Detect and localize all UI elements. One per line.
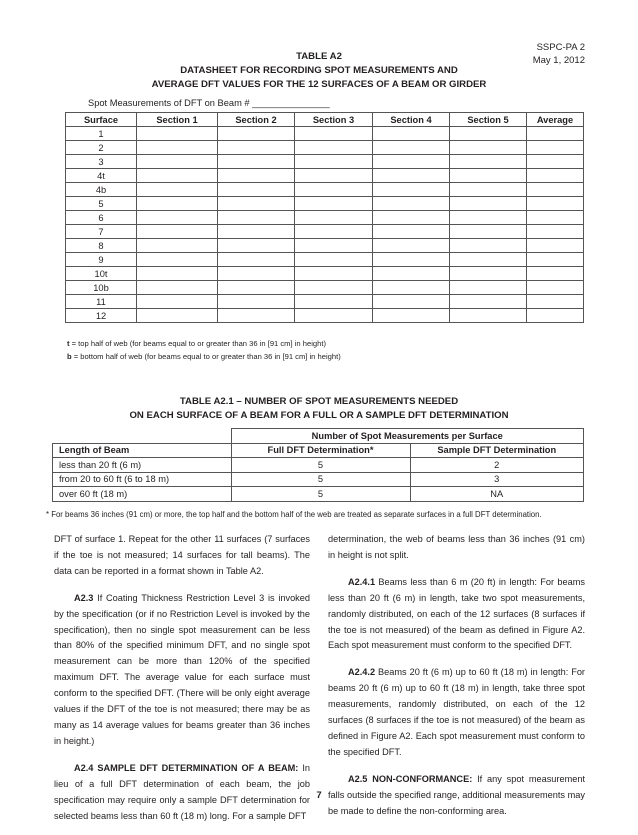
beam-length-cell: over 60 ft (18 m) — [53, 487, 232, 502]
beam-length-cell: from 20 to 60 ft (6 to 18 m) — [53, 472, 232, 487]
table-a21-title-line2: ON EACH SURFACE OF A BEAM FOR A FULL OR A SAMPLE DFT DETERMINATION — [129, 410, 509, 421]
surface-label: 7 — [66, 225, 137, 239]
measurement-cell — [218, 253, 295, 267]
measurement-cell — [450, 197, 527, 211]
measurement-cell — [373, 127, 450, 141]
a21-empty-cell — [53, 429, 232, 444]
sample-count-cell: NA — [410, 487, 584, 502]
heading-a2-4-1: A2.4.1 — [348, 576, 376, 587]
measurement-cell — [527, 267, 584, 281]
surface-row — [66, 267, 584, 281]
heading-a2-3: A2.3 — [74, 592, 94, 603]
measurement-cell — [450, 281, 527, 295]
full-count-cell: 5 — [231, 472, 410, 487]
measurement-cell — [450, 183, 527, 197]
table-a2-title-line2: AVERAGE DFT VALUES FOR THE 12 SURFACES OF A BEAM OR GIRDER — [151, 79, 487, 90]
measurement-cell — [295, 239, 373, 253]
measurement-cell — [527, 211, 584, 225]
measurement-cell — [527, 155, 584, 169]
table-a21-title-line1: TABLE A2.1 – NUMBER OF SPOT MEASUREMENTS NEEDED — [179, 396, 459, 407]
surface-label: 1 — [66, 127, 137, 141]
measurement-cell — [137, 141, 218, 155]
measurement-cell — [527, 127, 584, 141]
measurement-cell — [295, 253, 373, 267]
spot-measurements-table — [65, 112, 584, 323]
measurement-cell — [373, 141, 450, 155]
surface-row — [66, 183, 584, 197]
measurement-cell — [218, 197, 295, 211]
a21-group-header-row — [53, 429, 584, 444]
measurement-cell — [137, 225, 218, 239]
measurement-cell — [218, 295, 295, 309]
surface-label: 5 — [66, 197, 137, 211]
surface-label: 2 — [66, 141, 137, 155]
surface-row — [66, 281, 584, 295]
surface-row — [66, 155, 584, 169]
note-b-key: b — [67, 352, 72, 361]
measurement-cell — [295, 225, 373, 239]
measurement-cell — [450, 141, 527, 155]
measurement-cell — [527, 253, 584, 267]
measurement-cell — [218, 127, 295, 141]
col-average: Average — [527, 113, 584, 127]
surface-label: 8 — [66, 239, 137, 253]
a21-header-row — [53, 443, 584, 458]
measurement-cell — [373, 197, 450, 211]
measurement-cell — [450, 155, 527, 169]
measurement-cell — [137, 295, 218, 309]
measurement-cell — [137, 211, 218, 225]
col-section-4: Section 4 — [373, 113, 450, 127]
col-section-5: Section 5 — [450, 113, 527, 127]
measurement-cell — [137, 309, 218, 323]
surface-row — [66, 239, 584, 253]
measurement-cell — [295, 281, 373, 295]
left-paragraph-1: DFT of surface 1. Repeat for the other 11 surfaces (7 surfaces if the toe is not measured; 14 surfaces for tall beams). The data can be reported in a format shown in Table A2. — [54, 534, 310, 576]
measurement-cell — [527, 225, 584, 239]
heading-a2-5: A2.5 NON-CONFORMANCE: — [348, 773, 473, 784]
col-section-1: Section 1 — [137, 113, 218, 127]
col-section-3: Section 3 — [295, 113, 373, 127]
right-paragraph-a2-4-1 — [328, 575, 585, 655]
measurement-cell — [527, 295, 584, 309]
document-date: May 1, 2012 — [532, 55, 585, 66]
col-surface: Surface — [66, 113, 137, 127]
spot-count-table — [52, 428, 584, 502]
measurement-cell — [295, 267, 373, 281]
measurement-cell — [373, 239, 450, 253]
surface-row — [66, 211, 584, 225]
measurement-cell — [295, 155, 373, 169]
note-t-key: t — [67, 339, 70, 348]
text-a2-5: If any spot measurement falls outside the specified range, additional measurements may be made to define the non-conforming area. — [328, 773, 585, 816]
note-t-text: = top half of web (for beams equal to or greater than 36 in [91 cm] in height) — [69, 339, 326, 348]
measurement-cell — [527, 141, 584, 155]
beam-length-cell: less than 20 ft (6 m) — [53, 458, 232, 473]
measurement-cell — [218, 141, 295, 155]
measurement-cell — [527, 239, 584, 253]
note-bottom-half — [67, 352, 341, 361]
measurement-cell — [450, 239, 527, 253]
text-a2-4: In lieu of a full DFT determination of each beam, the job specification may require only a sample DFT determination for selected beams less than 60 ft (18 m) long. For a sample DFT — [54, 762, 310, 821]
measurement-cell — [295, 183, 373, 197]
surface-row — [66, 141, 584, 155]
measurement-cell — [450, 309, 527, 323]
text-a2-3: If Coating Thickness Restriction Level 3 is invoked by the specification (or if no Restriction Level is invoked by the specification), then no single spot measurement can be less than 80% of the specified minimum DFT, and no single spot measurement can be more than 120% of the specified maximum DFT. The average value for each surface must conform to the specified DFT. (There will be only eight average values if the DFT of the toe is not measured; there may be as many as 14 average values for beams greater than 36 inches in height.) — [54, 592, 310, 746]
measurement-cell — [527, 309, 584, 323]
measurement-cell — [373, 295, 450, 309]
beam-number-caption: Spot Measurements of DFT on Beam # _______________ — [88, 98, 330, 108]
measurement-cell — [137, 127, 218, 141]
measurement-cell — [137, 183, 218, 197]
measurement-cell — [295, 211, 373, 225]
measurement-cell — [373, 267, 450, 281]
measurement-cell — [450, 127, 527, 141]
measurement-cell — [137, 169, 218, 183]
surface-row — [66, 295, 584, 309]
measurement-cell — [295, 127, 373, 141]
measurement-cell — [373, 169, 450, 183]
left-paragraph-a2-3 — [54, 591, 310, 750]
surface-row — [66, 169, 584, 183]
measurement-cell — [218, 211, 295, 225]
note-b-text: = bottom half of web (for beams equal to or greater than 36 in [91 cm] in height) — [71, 352, 341, 361]
measurement-cell — [527, 197, 584, 211]
measurement-cell — [373, 211, 450, 225]
measurement-cell — [137, 281, 218, 295]
a21-col-sample: Sample DFT Determination — [410, 443, 584, 458]
table-a2-title-line1: DATASHEET FOR RECORDING SPOT MEASUREMENTS AND — [180, 65, 458, 76]
measurement-cell — [373, 309, 450, 323]
measurement-cell — [295, 141, 373, 155]
measurement-cell — [218, 309, 295, 323]
surface-label: 6 — [66, 211, 137, 225]
surface-label: 4t — [66, 169, 137, 183]
spot-table-header-row — [66, 113, 584, 127]
surface-label: 4b — [66, 183, 137, 197]
measurement-cell — [373, 281, 450, 295]
surface-label: 10b — [66, 281, 137, 295]
col-section-2: Section 2 — [218, 113, 295, 127]
surface-label: 12 — [66, 309, 137, 323]
table-a21-title — [0, 395, 638, 423]
note-top-half — [67, 339, 326, 348]
measurement-cell — [295, 309, 373, 323]
document-code: SSPC-PA 2 — [536, 42, 585, 53]
measurement-cell — [295, 295, 373, 309]
measurement-cell — [450, 225, 527, 239]
a21-col-full: Full DFT Determination* — [231, 443, 410, 458]
measurement-cell — [218, 169, 295, 183]
surface-label: 10t — [66, 267, 137, 281]
measurement-cell — [373, 155, 450, 169]
measurement-cell — [373, 225, 450, 239]
beam-length-row — [53, 487, 584, 502]
measurement-cell — [450, 169, 527, 183]
surface-row — [66, 127, 584, 141]
right-paragraph-a2-4-2 — [328, 665, 585, 760]
surface-row — [66, 225, 584, 239]
measurement-cell — [218, 239, 295, 253]
sample-count-cell: 2 — [410, 458, 584, 473]
measurement-cell — [218, 225, 295, 239]
measurement-cell — [450, 211, 527, 225]
beam-length-row — [53, 458, 584, 473]
heading-a2-4: A2.4 SAMPLE DFT DETERMINATION OF A BEAM: — [74, 762, 299, 773]
a21-col-length: Length of Beam — [53, 443, 232, 458]
measurement-cell — [218, 267, 295, 281]
right-paragraph-1: determination, the web of beams less than 36 inches (91 cm) in height is not split. — [328, 534, 585, 560]
measurement-cell — [373, 183, 450, 197]
a21-group-header: Number of Spot Measurements per Surface — [231, 429, 584, 444]
measurement-cell — [295, 197, 373, 211]
measurement-cell — [137, 197, 218, 211]
measurement-cell — [527, 281, 584, 295]
surface-label: 11 — [66, 295, 137, 309]
measurement-cell — [218, 281, 295, 295]
surface-label: 3 — [66, 155, 137, 169]
right-column — [328, 532, 585, 831]
full-count-cell: 5 — [231, 458, 410, 473]
sample-count-cell: 3 — [410, 472, 584, 487]
surface-row — [66, 253, 584, 267]
measurement-cell — [137, 253, 218, 267]
measurement-cell — [218, 183, 295, 197]
measurement-cell — [218, 155, 295, 169]
text-a2-4-2: Beams 20 ft (6 m) up to 60 ft (18 m) in length: For beams 20 ft (6 m) up to 60 ft (18 m) in length, take three spot measurements, randomly distributed, on each of the 12 surfaces (8 surfaces if the toe is not measured) of the beam as defined in Figure A2. Each spot measurement must conform to the specified DFT. — [328, 667, 585, 757]
heading-a2-4-2: A2.4.2 — [348, 667, 376, 678]
measurement-cell — [373, 253, 450, 267]
measurement-cell — [450, 295, 527, 309]
measurement-cell — [137, 239, 218, 253]
measurement-cell — [137, 155, 218, 169]
table-a21-footnote: * For beams 36 inches (91 cm) or more, the top half and the bottom half of the web are treated as separate surfaces in a full DFT determination. — [46, 510, 542, 519]
surface-row — [66, 309, 584, 323]
measurement-cell — [450, 267, 527, 281]
text-a2-4-1: Beams less than 6 m (20 ft) in length: For beams less than 20 ft (6 m) in length, take two spot measurements, randomly distributed, on each of the 12 surfaces (8 surfaces if the toe is not measured) of the beam as defined in Figure A2. Each spot measurement must conform to the specified DFT. — [328, 576, 585, 651]
measurement-cell — [527, 183, 584, 197]
surface-row — [66, 197, 584, 211]
measurement-cell — [450, 253, 527, 267]
full-count-cell: 5 — [231, 487, 410, 502]
table-a2-title — [0, 50, 638, 92]
measurement-cell — [527, 169, 584, 183]
beam-length-row — [53, 472, 584, 487]
measurement-cell — [137, 267, 218, 281]
page-number: 7 — [316, 790, 322, 801]
table-a2-label: TABLE A2 — [296, 51, 342, 62]
surface-label: 9 — [66, 253, 137, 267]
measurement-cell — [295, 169, 373, 183]
